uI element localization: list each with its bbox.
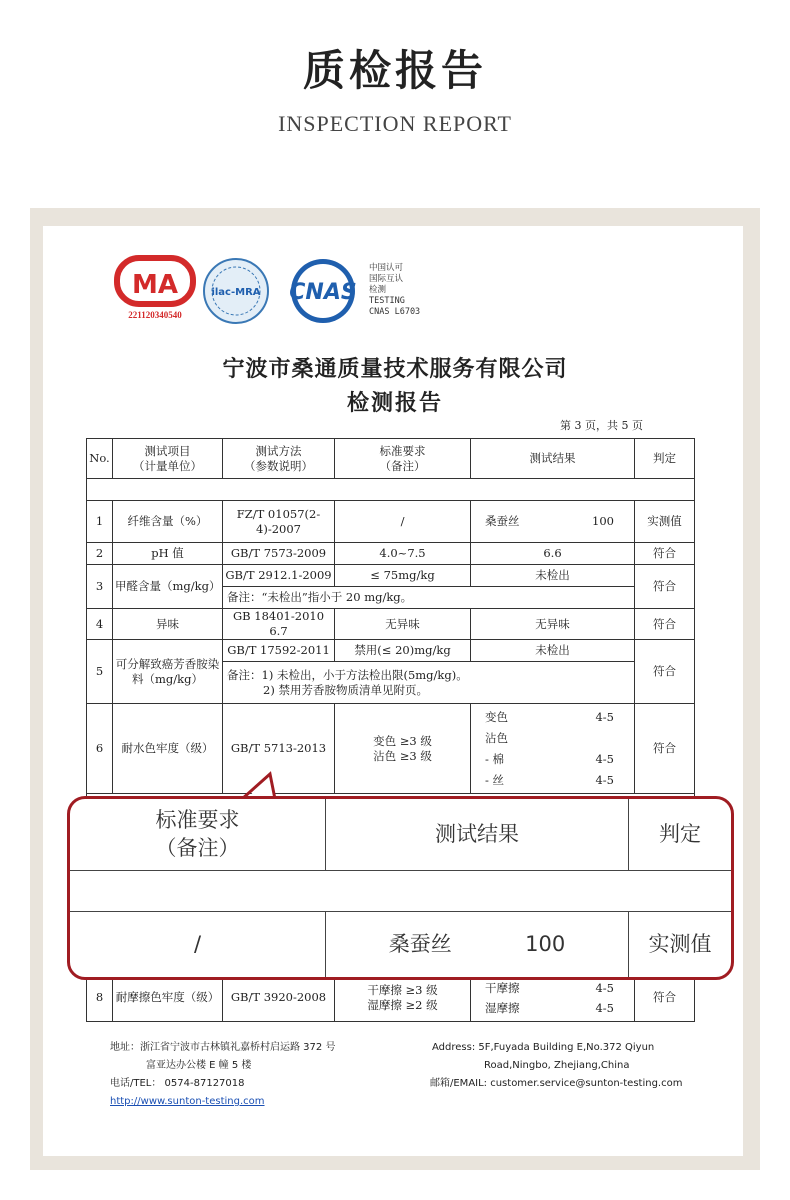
table-spacer-row bbox=[87, 479, 695, 501]
header-requirement: 标准要求 （备注） bbox=[335, 439, 471, 479]
result-name: 湿摩擦 bbox=[485, 1000, 520, 1015]
page-subtitle: INSPECTION REPORT bbox=[278, 111, 512, 136]
table-row bbox=[87, 565, 695, 587]
header-no: No. bbox=[87, 439, 113, 479]
cnas-caption-line: 检测 bbox=[369, 285, 387, 295]
cell-method: GB/T 5713-2013 bbox=[223, 704, 335, 794]
cell-method: GB/T 7573-2009 bbox=[223, 543, 335, 565]
cnas-caption-line: 中国认可 bbox=[369, 263, 404, 273]
page-title: 质检报告 bbox=[302, 46, 487, 95]
cnas-logo-icon bbox=[279, 257, 367, 325]
cell-requirement bbox=[335, 974, 471, 1022]
organization-name: 宁波市桑通质量技术服务有限公司 bbox=[222, 357, 568, 382]
cell-result: 无异味 bbox=[471, 609, 635, 640]
cma-logo-icon bbox=[113, 255, 197, 323]
callout-header-verdict: 判定 bbox=[629, 799, 732, 870]
table-row bbox=[87, 543, 695, 565]
cell-result bbox=[471, 974, 635, 1022]
result-value: 4-5 bbox=[595, 709, 614, 724]
header-verdict: 判定 bbox=[635, 439, 695, 479]
header-method: 测试方法 （参数说明） bbox=[223, 439, 335, 479]
cell-item: 可分解致癌芳香胺染料（mg/kg） bbox=[113, 640, 223, 704]
note-line: 2) 禁用芳香胺物质清单见附页。 bbox=[263, 682, 428, 697]
page-number: 第 3 页，共 5 页 bbox=[560, 419, 643, 432]
cell-result bbox=[471, 704, 635, 794]
cell-no: 6 bbox=[87, 704, 113, 794]
result-value: 4-5 bbox=[595, 751, 614, 766]
note-line: 备注：1) 未检出，小于方法检出限(5mg/kg)。 bbox=[227, 667, 468, 682]
cnas-caption-line: TESTING bbox=[369, 296, 405, 306]
cell-result: 未检出 bbox=[471, 565, 635, 587]
result-name: - 棉 bbox=[485, 751, 505, 766]
requirement-line: 沾色 ≥3 级 bbox=[373, 748, 432, 763]
cell-verdict: 符合 bbox=[635, 609, 695, 640]
callout-header-result: 测试结果 bbox=[326, 799, 629, 870]
table-header-row bbox=[87, 439, 695, 479]
cell-no: 3 bbox=[87, 565, 113, 609]
callout-spacer-row bbox=[70, 870, 731, 911]
cell-item: 耐摩擦色牢度（级） bbox=[113, 974, 223, 1022]
result-name: 干摩擦 bbox=[485, 980, 520, 995]
requirement-line: 干摩擦 ≥3 级 bbox=[367, 982, 438, 997]
cell-item: 耐水色牢度（级） bbox=[113, 704, 223, 794]
cell-no: 8 bbox=[87, 974, 113, 1022]
cell-item: pH 值 bbox=[113, 543, 223, 565]
ilac-mra-logo-icon bbox=[202, 257, 270, 325]
table-row bbox=[87, 501, 695, 543]
zoom-callout bbox=[67, 796, 734, 980]
footer-right bbox=[432, 1039, 682, 1093]
cell-result: 未检出 bbox=[471, 640, 635, 662]
ilac-text: ilac-MRA bbox=[211, 287, 261, 298]
cell-no: 4 bbox=[87, 609, 113, 640]
table-row bbox=[87, 704, 695, 794]
callout-header-requirement bbox=[70, 799, 326, 870]
footer-tel: 电话/TEL： 0574-87127018 bbox=[110, 1078, 245, 1089]
result-value: 4-5 bbox=[595, 980, 614, 995]
footer-email: 邮箱/EMAIL: customer.service@sunton-testing.com bbox=[430, 1078, 683, 1089]
cell-item: 纤维含量（%） bbox=[113, 501, 223, 543]
cell-method: FZ/T 01057(2-4)-2007 bbox=[223, 501, 335, 543]
callout-result-name: 桑蚕丝 bbox=[388, 932, 452, 957]
cell-verdict: 符合 bbox=[635, 640, 695, 704]
cnas-caption bbox=[369, 263, 420, 318]
result-value: 100 bbox=[592, 514, 614, 528]
cell-verdict: 符合 bbox=[635, 974, 695, 1022]
footer-left bbox=[110, 1039, 335, 1111]
table-row bbox=[87, 974, 695, 1022]
callout-header-row bbox=[70, 799, 731, 870]
report-title: 检测报告 bbox=[346, 391, 443, 416]
callout-text: （备注） bbox=[155, 836, 240, 861]
cell-result: 6.6 bbox=[471, 543, 635, 565]
footer-address-cn-2: 富亚达办公楼 E 幢 5 楼 bbox=[146, 1060, 252, 1071]
header-item: 测试项目 （计量单位） bbox=[113, 439, 223, 479]
cnas-caption-line: CNAS L6703 bbox=[369, 307, 421, 317]
result-name: 变色 bbox=[485, 709, 508, 724]
cell-verdict: 符合 bbox=[635, 704, 695, 794]
cell-result bbox=[471, 501, 635, 543]
table-row bbox=[87, 640, 695, 662]
result-name: 沾色 bbox=[485, 730, 508, 745]
cell-verdict: 实测值 bbox=[635, 501, 695, 543]
cnas-caption-line: 国际互认 bbox=[369, 274, 404, 284]
cell-no: 2 bbox=[87, 543, 113, 565]
result-value: 4-5 bbox=[595, 772, 614, 787]
cell-method: GB/T 3920-2008 bbox=[223, 974, 335, 1022]
callout-table bbox=[70, 799, 731, 977]
cell-method: GB/T 2912.1-2009 bbox=[223, 565, 335, 587]
cnas-text: CNAS bbox=[289, 280, 357, 305]
footer-address-en: Address: 5F,Fuyada Building E,No.372 Qiyun bbox=[432, 1042, 655, 1053]
cell-note: 备注：“未检出”指小于 20 mg/kg。 bbox=[223, 587, 635, 609]
cell-requirement: ≤ 75mg/kg bbox=[335, 565, 471, 587]
callout-result bbox=[326, 911, 629, 977]
cma-number: 221120340540 bbox=[128, 310, 182, 320]
result-name: 桑蚕丝 bbox=[485, 514, 520, 528]
callout-text: 标准要求 bbox=[155, 808, 240, 833]
cell-verdict: 符合 bbox=[635, 543, 695, 565]
cell-no: 1 bbox=[87, 501, 113, 543]
spacer-cell bbox=[87, 479, 695, 501]
callout-requirement: / bbox=[70, 911, 326, 977]
cell-item: 异味 bbox=[113, 609, 223, 640]
result-name: - 丝 bbox=[485, 772, 505, 787]
cell-requirement: / bbox=[335, 501, 471, 543]
requirement-line: 变色 ≥3 级 bbox=[373, 733, 432, 748]
cell-no: 5 bbox=[87, 640, 113, 704]
cell-verdict: 符合 bbox=[635, 565, 695, 609]
cell-requirement bbox=[335, 704, 471, 794]
header-result: 测试结果 bbox=[471, 439, 635, 479]
footer-address-cn: 地址：浙江省宁波市古林镇礼嘉桥村启运路 372 号 bbox=[110, 1042, 336, 1053]
requirement-line: 湿摩擦 ≥2 级 bbox=[367, 997, 438, 1012]
footer-website-link[interactable]: http://www.sunton-testing.com bbox=[110, 1096, 265, 1107]
cell-note bbox=[223, 662, 635, 704]
footer-address-en-2: Road,Ningbo, Zhejiang,China bbox=[484, 1060, 630, 1071]
cell-item: 甲醛含量（mg/kg） bbox=[113, 565, 223, 609]
callout-result-value: 100 bbox=[525, 932, 566, 957]
result-value: 4-5 bbox=[595, 1000, 614, 1015]
svg-text:MA: MA bbox=[132, 270, 178, 300]
cell-requirement: 禁用(≤ 20)mg/kg bbox=[335, 640, 471, 662]
table-row bbox=[87, 609, 695, 640]
cell-requirement: 无异味 bbox=[335, 609, 471, 640]
cell-method: GB 18401-2010 6.7 bbox=[223, 609, 335, 640]
callout-verdict: 实测值 bbox=[629, 911, 732, 977]
callout-spacer-cell bbox=[70, 870, 731, 911]
callout-row bbox=[70, 911, 731, 977]
cell-method: GB/T 17592-2011 bbox=[223, 640, 335, 662]
cell-requirement: 4.0~7.5 bbox=[335, 543, 471, 565]
